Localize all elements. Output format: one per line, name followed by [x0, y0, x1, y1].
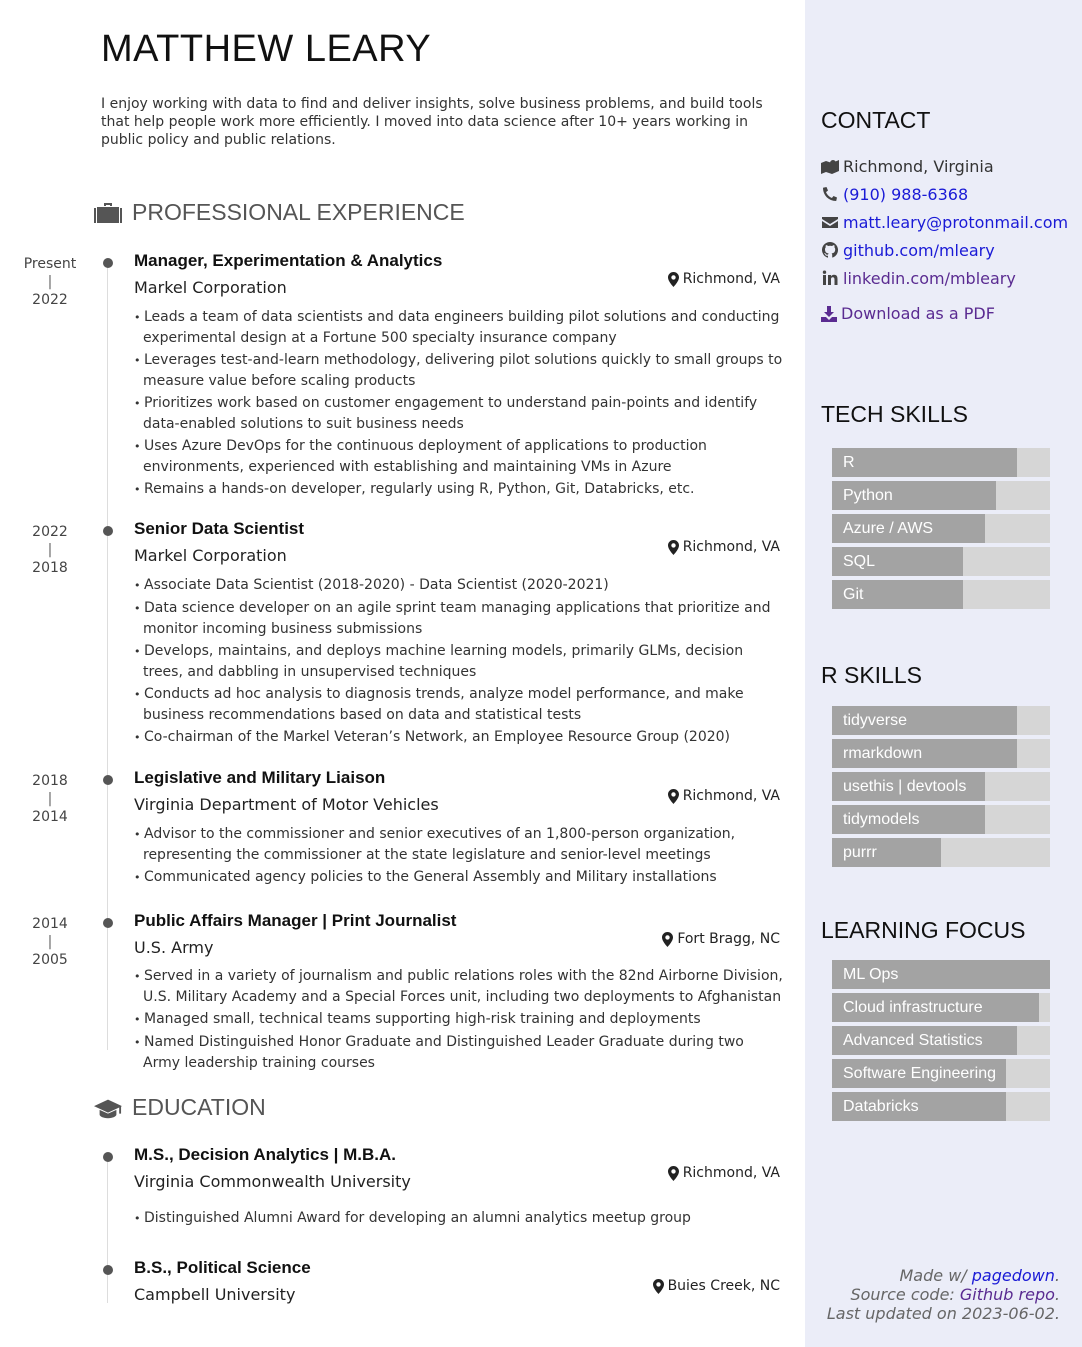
skill-label: SQL	[843, 553, 876, 570]
bullet-item: • Managed small, technical teams supporting high-risk training and deployments	[134, 1009, 784, 1030]
date-end: Present	[23, 256, 77, 272]
date-separator: |	[47, 274, 53, 290]
download-pdf-link[interactable]	[821, 304, 995, 323]
organization: Markel Corporation	[134, 546, 287, 565]
date-start: 2022	[32, 292, 68, 308]
entry-dates	[10, 255, 90, 309]
timeline-dot	[103, 526, 113, 536]
skill-label: tidyverse	[843, 712, 908, 729]
bullet-item: • Leads a team of data scientists and data engineers building pilot solutions and conducting experimental design at a Fortune 500 specialty insurance company	[134, 307, 784, 348]
made-with-line	[827, 1266, 1060, 1285]
skill-bar	[832, 805, 1050, 834]
skill-label: Git	[843, 586, 864, 603]
skill-bar	[832, 1026, 1050, 1055]
skill-label: tidymodels	[843, 811, 920, 828]
timeline-dot	[103, 775, 113, 785]
entry-dates	[10, 772, 90, 826]
location	[653, 1278, 780, 1294]
bullet-list	[134, 966, 784, 1075]
institution: Virginia Commonwealth University	[134, 1172, 411, 1191]
phone-icon	[821, 186, 839, 202]
organization: U.S. Army	[134, 938, 214, 957]
skill-label: Python	[843, 487, 893, 504]
skill-label: ML Ops	[843, 966, 899, 983]
entry-dates	[10, 523, 90, 577]
date-start: 2005	[32, 952, 68, 968]
skill-label: Azure / AWS	[843, 520, 934, 537]
skill-bar	[832, 448, 1050, 477]
bullet-item: • Prioritizes work based on customer engagement to understand pain-points and identify data-enabled solutions to suit business needs	[134, 393, 784, 434]
source-code-suffix: .	[1054, 1285, 1060, 1304]
skill-label: purrr	[843, 844, 877, 861]
experience-heading-label: PROFESSIONAL EXPERIENCE	[132, 199, 465, 225]
experience-timeline-line	[107, 258, 108, 1050]
bullet-item: • Associate Data Scientist (2018-2020) - Data Scientist (2020-2021)	[134, 575, 784, 596]
skill-label: Advanced Statistics	[843, 1032, 983, 1049]
contact-location	[821, 152, 1068, 180]
bullet-list	[134, 307, 784, 502]
r-skills-bars	[832, 706, 1050, 871]
skill-bar	[832, 772, 1050, 801]
job-title: Senior Data Scientist	[134, 519, 305, 538]
pagedown-link[interactable]: pagedown	[971, 1266, 1055, 1285]
learning-focus-heading: LEARNING FOCUS	[821, 917, 1026, 943]
bullet-list	[134, 1208, 784, 1231]
footer-credits	[827, 1266, 1060, 1323]
map-marker-icon	[668, 1166, 679, 1181]
bullet-item: • Conducts ad hoc analysis to diagnosis trends, analyze model performance, and make business recommendations based on data and statistical tests	[134, 684, 784, 725]
job-title: Public Affairs Manager | Print Journalist	[134, 911, 457, 930]
tech-skills-heading: TECH SKILLS	[821, 401, 968, 427]
location	[668, 788, 780, 804]
contact-heading: CONTACT	[821, 107, 931, 133]
resume-name: MATTHEW LEARY	[101, 28, 432, 70]
skill-label: usethis | devtools	[843, 778, 967, 795]
made-with-prefix: Made w/	[899, 1266, 972, 1285]
education-heading-label: EDUCATION	[132, 1094, 266, 1120]
skill-bar	[832, 1092, 1050, 1121]
skill-bar	[832, 580, 1050, 609]
map-marker-icon	[662, 932, 673, 947]
download-pdf-label[interactable]: Download as a PDF	[841, 304, 995, 323]
date-separator: |	[47, 542, 53, 558]
date-start: 2014	[32, 809, 68, 825]
map-location-icon	[821, 158, 839, 174]
map-marker-icon	[668, 789, 679, 804]
map-marker-icon	[668, 540, 679, 555]
graduation-cap-icon	[94, 1096, 122, 1120]
location	[662, 931, 780, 947]
bullet-item: • Remains a hands-on developer, regularly using R, Python, Git, Databricks, etc.	[134, 479, 784, 500]
bullet-item: • Develops, maintains, and deploys machine learning models, primarily GLMs, decision trees, and dabbling in unsupervised techniques	[134, 641, 784, 682]
bullet-item: • Served in a variety of journalism and public relations roles with the 82nd Airborne Division, U.S. Military Academy and a Special Forces unit, including two deployments to Afghanistan	[134, 966, 784, 1007]
timeline-dot	[103, 918, 113, 928]
github-link[interactable]: github.com/mleary	[843, 240, 995, 260]
contact-linkedin[interactable]	[821, 264, 1068, 292]
date-end: 2022	[32, 524, 68, 540]
location-text: Richmond, VA	[682, 271, 780, 287]
skill-label: rmarkdown	[843, 745, 923, 762]
location-text: Fort Bragg, NC	[677, 931, 780, 947]
contact-email[interactable]	[821, 208, 1068, 236]
bullet-item: • Named Distinguished Honor Graduate and Distinguished Leader Graduate during two Army leadership training courses	[134, 1032, 784, 1073]
location	[668, 271, 780, 287]
learning-focus-bars	[832, 960, 1050, 1125]
source-code-line	[827, 1285, 1060, 1304]
phone-link[interactable]: (910) 988-6368	[843, 184, 969, 204]
github-repo-link[interactable]: Github repo	[959, 1285, 1055, 1304]
download-icon	[821, 306, 837, 322]
contact-location-text: Richmond, Virginia	[843, 156, 994, 176]
job-title: Manager, Experimentation & Analytics	[134, 251, 443, 270]
location-text: Richmond, VA	[682, 539, 780, 555]
skill-label: Databricks	[843, 1098, 919, 1115]
date-end: 2014	[32, 916, 68, 932]
map-marker-icon	[653, 1279, 664, 1294]
bullet-item: • Co-chairman of the Markel Veteran’s Network, an Employee Resource Group (2020)	[134, 727, 784, 748]
bullet-item: • Uses Azure DevOps for the continuous deployment of applications to production environments, experienced with establishing and maintaining VMs in Azure	[134, 436, 784, 477]
r-skills-heading: R SKILLS	[821, 662, 922, 688]
job-title: Legislative and Military Liaison	[134, 768, 386, 787]
skill-bar	[832, 993, 1050, 1022]
skill-bar-fill	[832, 448, 1017, 477]
map-marker-icon	[668, 272, 679, 287]
email-link[interactable]: matt.leary@protonmail.com	[843, 212, 1069, 232]
education-heading	[94, 1094, 266, 1121]
location	[668, 539, 780, 555]
skill-bar	[832, 739, 1050, 768]
bullet-item: • Communicated agency policies to the General Assembly and Military installations	[134, 867, 784, 888]
skill-label: Software Engineering	[843, 1065, 996, 1082]
skill-bar	[832, 960, 1050, 989]
date-separator: |	[47, 934, 53, 950]
date-start: 2018	[32, 560, 68, 576]
location	[668, 1165, 780, 1181]
location-text: Richmond, VA	[682, 1165, 780, 1181]
skill-bar	[832, 1059, 1050, 1088]
location-text: Buies Creek, NC	[667, 1278, 780, 1294]
envelope-icon	[821, 214, 839, 230]
last-updated: Last updated on 2023-06-02.	[826, 1304, 1060, 1323]
bullet-item: • Leverages test-and-learn methodology, delivering pilot solutions quickly to small groups to measure value before scaling products	[134, 350, 784, 391]
degree-title: M.S., Decision Analytics | M.B.A.	[134, 1145, 397, 1164]
linkedin-icon	[821, 270, 839, 286]
timeline-dot	[103, 1265, 113, 1275]
contact-phone[interactable]	[821, 180, 1068, 208]
organization: Markel Corporation	[134, 278, 287, 297]
briefcase-icon	[94, 201, 122, 225]
bullet-item: • Data science developer on an agile sprint team managing applications that prioritize and monitor incoming business submissions	[134, 598, 784, 639]
linkedin-link[interactable]: linkedin.com/mbleary	[843, 268, 1016, 288]
skill-bar	[832, 514, 1050, 543]
skill-label: R	[843, 454, 855, 471]
bullet-item: • Advisor to the commissioner and senior executives of an 1,800-person organization, representing the commissioner at the state legislature and senior-level meetings	[134, 824, 784, 865]
github-icon	[821, 242, 839, 258]
intro-paragraph: I enjoy working with data to find and deliver insights, solve business problems, and build tools that help people work more efficiently. I moved into data science after 10+ years working in public policy and public relations.	[101, 96, 763, 148]
contact-list	[821, 152, 1068, 292]
skill-bar	[832, 838, 1050, 867]
tech-skills-bars	[832, 448, 1050, 613]
entry-dates	[10, 915, 90, 969]
organization: Virginia Department of Motor Vehicles	[134, 795, 439, 814]
skill-bar	[832, 706, 1050, 735]
skill-label: Cloud infrastructure	[843, 999, 983, 1016]
education-timeline-line	[107, 1153, 108, 1303]
date-end: 2018	[32, 773, 68, 789]
location-text: Richmond, VA	[682, 788, 780, 804]
date-separator: |	[47, 791, 53, 807]
bullet-list	[134, 824, 784, 890]
institution: Campbell University	[134, 1285, 296, 1304]
skill-bar	[832, 481, 1050, 510]
timeline-dot	[103, 258, 113, 268]
timeline-dot	[103, 1152, 113, 1162]
experience-heading	[94, 199, 465, 226]
bullet-item: • Distinguished Alumni Award for developing an alumni analytics meetup group	[134, 1208, 784, 1229]
skill-bar	[832, 547, 1050, 576]
made-with-suffix: .	[1054, 1266, 1060, 1285]
source-code-prefix: Source code:	[850, 1285, 960, 1304]
contact-github[interactable]	[821, 236, 1068, 264]
bullet-list	[134, 575, 784, 750]
degree-title: B.S., Political Science	[134, 1258, 311, 1277]
